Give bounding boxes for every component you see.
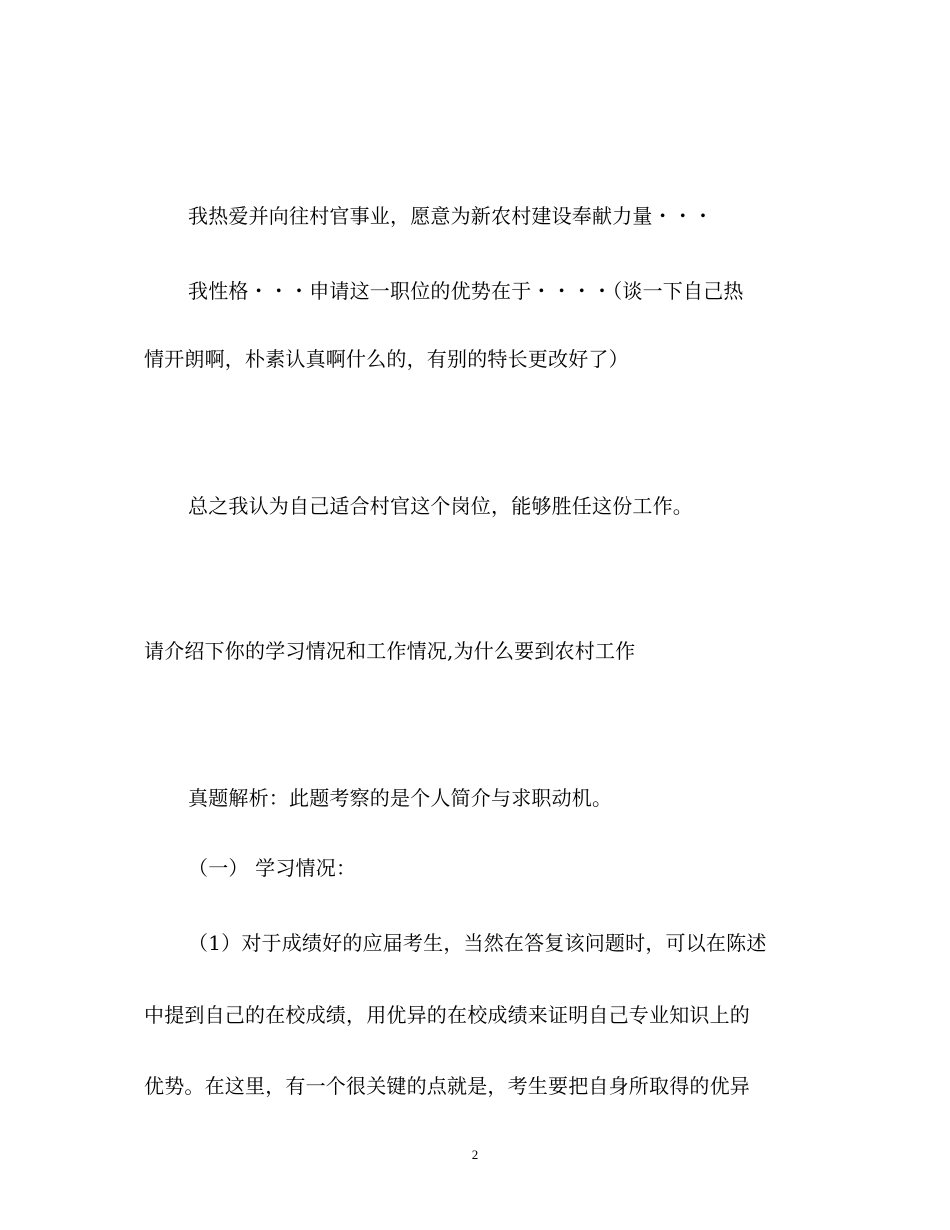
analysis-line: 真题解析：此题考察的是个人简介与求职动机。 — [188, 786, 613, 810]
page-number: 2 — [471, 1147, 479, 1162]
paragraph-7-line-3: 优势。在这里，有一个很关键的点就是，考生要把自身所取得的优异 — [144, 1074, 750, 1098]
paragraph-2-line-2: 情开朗啊，朴素认真啊什么的，有别的特长更改好了） — [144, 347, 629, 371]
section-heading-study: （一） 学习情况： — [188, 856, 357, 880]
paragraph-7-line-1: （1）对于成绩好的应届考生，当然在答复该问题时，可以在陈述 — [188, 931, 767, 955]
paragraph-3-line-1: 总之我认为自己适合村官这个岗位，能够胜任这份工作。 — [188, 494, 693, 518]
paragraph-2-line-1: 我性格・・・申请这一职位的优势在于・・・・（谈一下自己热 — [188, 279, 744, 303]
paragraph-1-line-1: 我热爱并向往村官事业，愿意为新农村建设奉献力量・・・ — [188, 204, 714, 228]
paragraph-7-line-2: 中提到自己的在校成绩，用优异的在校成绩来证明自己专业知识上的 — [144, 1003, 750, 1027]
question-heading: 请介绍下你的学习情况和工作情况,为什么要到农村工作 — [144, 639, 636, 663]
